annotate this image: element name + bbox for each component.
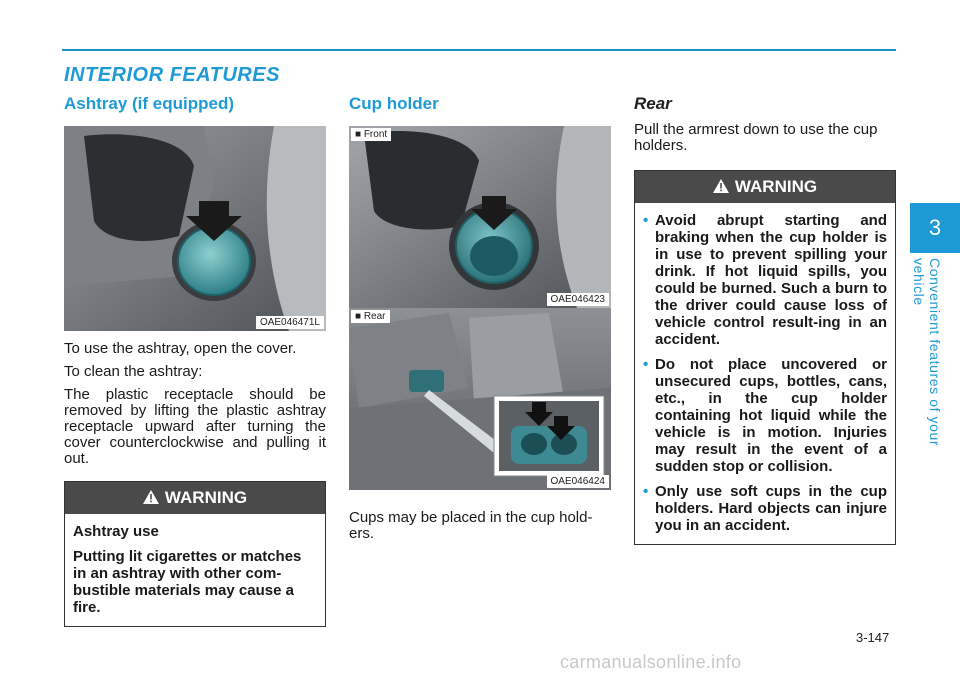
warning-triangle-icon: [713, 172, 729, 204]
rear-heading: Rear: [634, 94, 672, 113]
front-cup-holder-photo: [349, 126, 611, 308]
rear-tag-label: Rear: [363, 311, 386, 322]
ashtray-photo: [64, 126, 326, 331]
ashtray-warning-header: [65, 482, 325, 514]
cup-holder-column: [349, 92, 611, 549]
warning-item: [643, 212, 887, 348]
front-tag-label: Front: [363, 129, 388, 140]
cup-holder-para: Cups may be placed in the cup hold-ers.: [349, 509, 593, 542]
bullet-icon: •: [643, 356, 649, 373]
rear-cup-holder-photo: [349, 308, 611, 490]
chapter-title: Convenient features of your vehicle: [911, 258, 943, 447]
top-rule: [62, 49, 896, 51]
rear-para: Pull the armrest down to use the cup holders.: [634, 121, 878, 154]
cup-holder-heading: Cup holder: [349, 94, 439, 113]
rear-cup-holder-illustration: [349, 308, 611, 490]
chapter-tab: 3: [910, 203, 960, 253]
rear-column: [634, 92, 896, 545]
ashtray-warning-label: Ashtray use: [73, 523, 159, 540]
bullet-icon: •: [643, 212, 649, 229]
front-photo-tag: ■ Front: [351, 128, 391, 141]
front-cup-holder-illustration: [349, 126, 611, 308]
ashtray-column: [64, 92, 326, 627]
watermark: carmanualsonline.info: [560, 652, 742, 672]
rear-warning-box: [634, 170, 896, 545]
ashtray-para-3: The plastic receptacle should be removed by lifting the plastic ashtray receptacle upward after turning the cover counterclockwise and pulling it out.: [64, 386, 326, 467]
rear-warning-header: [635, 171, 895, 203]
rear-photo-tag: ■ Rear: [351, 310, 390, 323]
warning-item-text: Do not place uncovered or unsecured cups, bottles, cans, etc., in the cup holder containing hot liquid while the vehicle is in motion. Injuries may result in the event of a sudden stop or collision.: [655, 356, 887, 475]
ashtray-warning-body: [65, 514, 325, 626]
ashtray-para-2: To clean the ashtray:: [64, 363, 203, 380]
bullet-icon: •: [643, 483, 649, 500]
rear-warning-title: WARNING: [734, 177, 818, 196]
warning-item: [643, 483, 887, 534]
rear-warning-body: [635, 203, 895, 544]
rear-warning-list: [643, 212, 887, 534]
warning-item-text: Avoid abrupt starting and braking when the cup holder is in use to prevent spilling your drink. If hot liquid spills, you could be burned. Such a burn to the driver could cause loss of vehicle control result-ing in an accident.: [655, 212, 887, 348]
front-photo-code: OAE046423: [547, 293, 610, 306]
rear-photo-code: OAE046424: [547, 475, 610, 488]
ashtray-warning-box: [64, 481, 326, 627]
ashtray-para-1: To use the ashtray, open the cover.: [64, 340, 297, 357]
page-number: 3-147: [856, 630, 890, 645]
ashtray-heading: Ashtray (if equipped): [64, 94, 235, 113]
warning-item-text: Only use soft cups in the cup holders. Hard objects can injure you in an accident.: [655, 483, 887, 534]
ashtray-warning-title: WARNING: [164, 488, 248, 507]
section-header: INTERIOR FEATURES: [64, 64, 280, 86]
warning-triangle-icon: [143, 483, 159, 515]
ashtray-photo-code: OAE046471L: [256, 316, 324, 329]
ashtray-warning-text: Putting lit cigarettes or matches in an ashtray with other com-bustible materials may cause a fire.: [73, 548, 302, 616]
ashtray-illustration: [64, 126, 326, 331]
warning-item: [643, 356, 887, 475]
